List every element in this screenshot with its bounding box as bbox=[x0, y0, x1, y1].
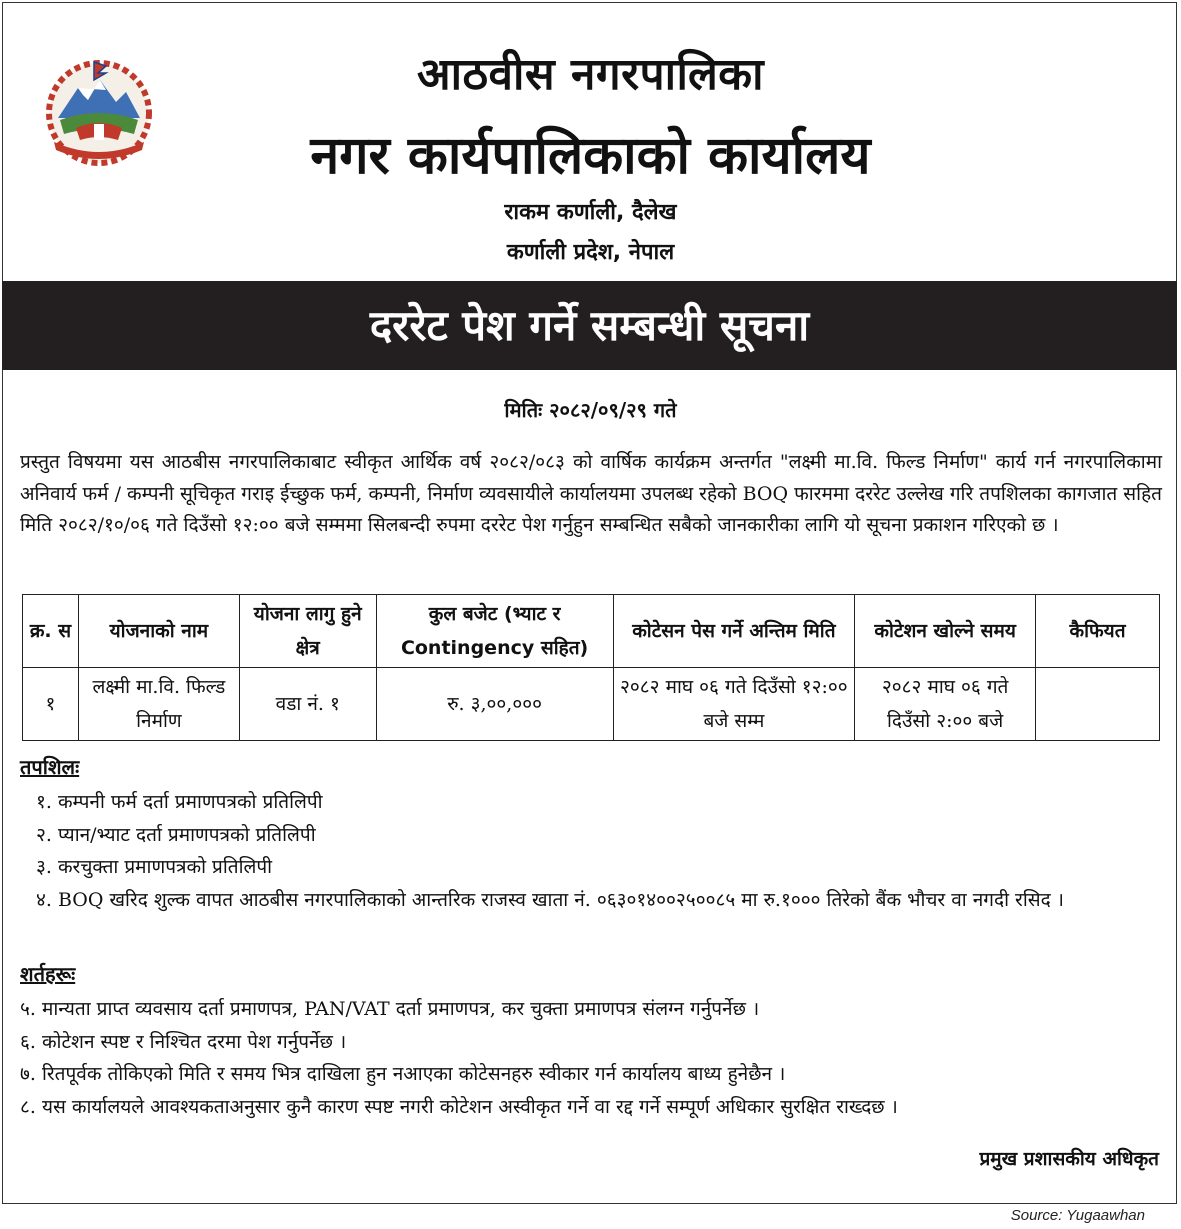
tapsil-heading: तपशिलः bbox=[20, 755, 80, 779]
list-item: १. कम्पनी फर्म दर्ता प्रमाणपत्रको प्रतिलिपी bbox=[36, 791, 323, 813]
table-cell: २०८२ माघ ०६ गते दिउँसो १२:०० बजे सम्म bbox=[613, 668, 855, 741]
notice-banner bbox=[2, 281, 1177, 370]
list-item: ७. रितपूर्वक तोकिएको मिति र समय भित्र दाखिला हुन नआएका कोटेसनहरु स्वीकार गर्न कार्यालय बाध्य हुनेछैन । bbox=[20, 1063, 786, 1085]
table-header: योजना लागु हुने क्षेत्र bbox=[239, 595, 376, 668]
tapsil-list bbox=[36, 786, 1162, 916]
intro-paragraph: प्रस्तुत विषयमा यस आठबीस नगरपालिकाबाट स्वीकृत आर्थिक वर्ष २०८२/०८३ को वार्षिक कार्यक्रम अन्तर्गत "लक्ष्मी मा.वि. फिल्ड निर्माण" कार्य गर्न नगरपालिकामा अनिवार्य फर्म / कम्पनी सूचिकृत गराइ ईच्छुक फर्म, कम्पनी, निर्माण व्यवसायीले कार्यालयमा उपलब्ध रहेको BOQ फारममा दररेट उल्लेख गरि तपशिलका कागजात सहित मिति २०८२/१०/०६ गते दिउँसो १२:०० बजे सम्ममा सिलबन्दी रुपमा दररेट पेश गर्नुहुन सम्बन्धित सबैको जानकारीका लागि यो सूचना प्रकाशन गरिएको छ । bbox=[20, 451, 1162, 536]
table-header: कोटेशन खोल्ने समय bbox=[855, 595, 1036, 668]
source-credit: Source: Yugaawhan bbox=[1010, 1207, 1145, 1224]
list-item: ५. मान्यता प्राप्त व्यवसाय दर्ता प्रमाणपत्र, PAN/VAT दर्ता प्रमाणपत्र, कर चुक्ता प्रमाणपत्र संलग्न गर्नुपर्नेछ । bbox=[20, 998, 760, 1020]
notice-date: मितिः २०८२/०९/२९ गते bbox=[504, 398, 677, 422]
list-item: २. प्यान/भ्याट दर्ता प्रमाणपत्रको प्रतिलिपी bbox=[36, 823, 316, 846]
table-header: योजनाको नाम bbox=[78, 595, 239, 668]
table-header: कैफियत bbox=[1036, 595, 1160, 668]
list-item: ६. कोटेशन स्पष्ट र निश्चित दरमा पेश गर्नुपर्नेछ । bbox=[20, 1030, 347, 1053]
table-cell: १ bbox=[23, 668, 79, 741]
table-cell: २०८२ माघ ०६ गते दिउँसो २:०० बजे bbox=[855, 668, 1036, 741]
list-item: ३. करचुक्ता प्रमाणपत्रको प्रतिलिपी bbox=[36, 856, 273, 878]
address-line2: कर्णाली प्रदेश, नेपाल bbox=[506, 240, 675, 265]
table-header: कुल बजेट (भ्याट र Contingency सहित) bbox=[376, 595, 613, 668]
conditions-heading: शर्तहरूः bbox=[20, 962, 76, 986]
table-cell: वडा नं. १ bbox=[239, 668, 376, 741]
signatory-title: प्रमुख प्रशासकीय अधिकृत bbox=[979, 1148, 1159, 1170]
notice-title: दररेट पेश गर्ने सम्बन्धी सूचना bbox=[369, 301, 810, 350]
quotation-table bbox=[22, 594, 1160, 741]
municipality-name: आठवीस नगरपालिका bbox=[417, 49, 764, 100]
table-cell: रु. ३,००,००० bbox=[376, 668, 613, 741]
conditions-list bbox=[20, 993, 1162, 1123]
table-header: क्र. स bbox=[23, 595, 79, 668]
table-cell: लक्ष्मी मा.वि. फिल्ड निर्माण bbox=[78, 668, 239, 741]
table-header-row bbox=[23, 595, 1160, 668]
table-cell bbox=[1036, 668, 1160, 741]
table-header: कोटेसन पेस गर्ने अन्तिम मिति bbox=[613, 595, 855, 668]
table-row bbox=[23, 668, 1160, 741]
office-name: नगर कार्यपालिकाको कार्यालय bbox=[310, 126, 871, 186]
address-line1: राकम कर्णाली, दैलेख bbox=[504, 200, 677, 225]
list-item: ४. BOQ खरिद शुल्क वापत आठबीस नगरपालिकाको आन्तरिक राजस्व खाता नं. ०६३०१४००२५००८५ मा रु.१००० तिरेको बैंक भौचर वा नगदी रसिद । bbox=[36, 888, 1064, 911]
list-item: ८. यस कार्यालयले आवश्यकताअनुसार कुनै कारण स्पष्ट नगरी कोटेशन अस्वीकृत गर्ने वा रद्द गर्ने सम्पूर्ण अधिकार सुरक्षित राख्दछ । bbox=[20, 1095, 898, 1118]
